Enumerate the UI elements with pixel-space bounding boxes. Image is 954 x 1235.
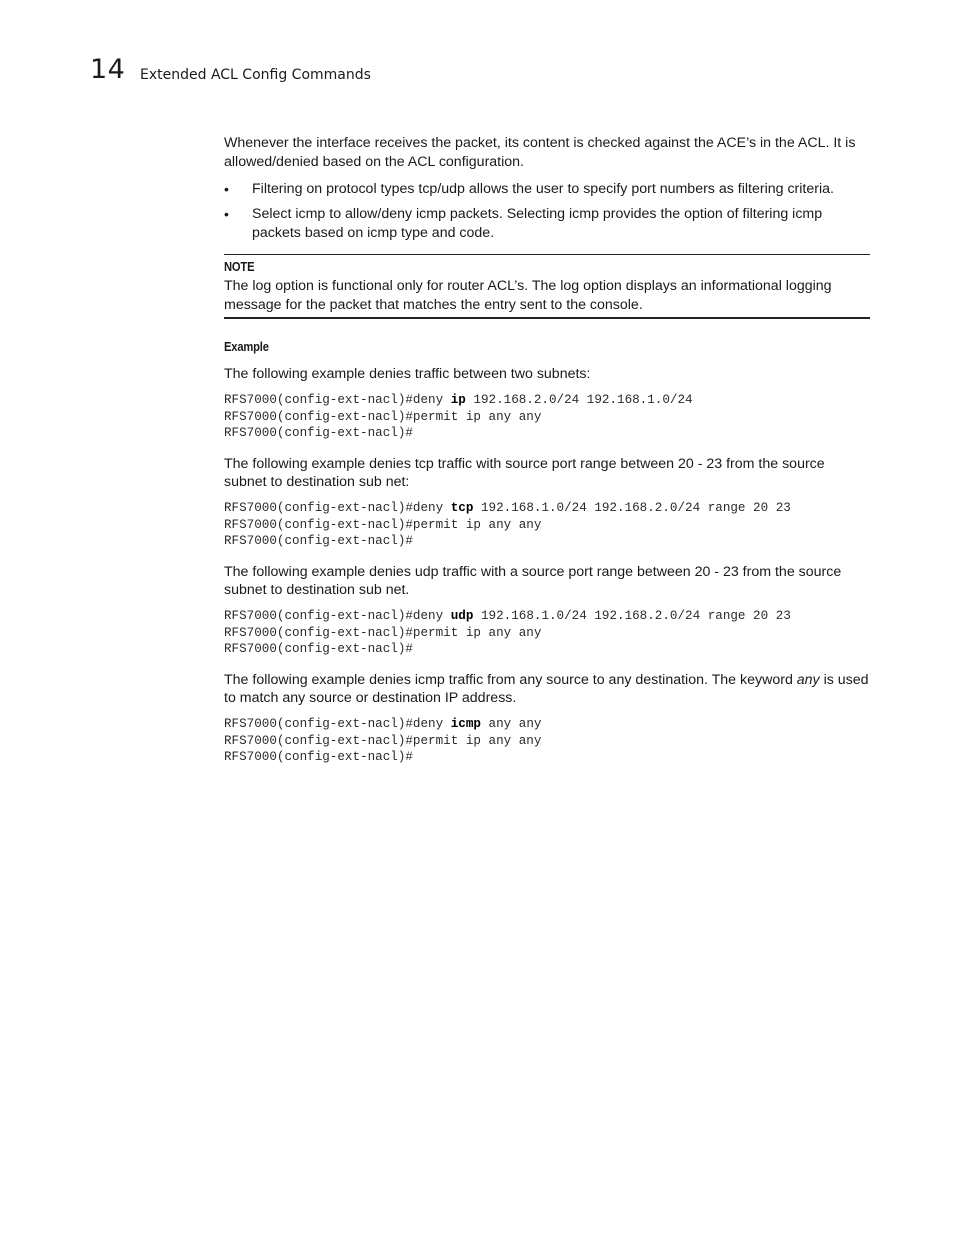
code-keyword: ip bbox=[450, 393, 466, 407]
example-description: The following example denies udp traffic with a source port range between 20 - 23 from the source subnet to destination sub net. bbox=[224, 563, 842, 599]
code-block bbox=[224, 500, 870, 550]
code-text: RFS7000(config-ext-nacl)#deny bbox=[224, 717, 451, 732]
code-line bbox=[224, 626, 541, 640]
description-keyword: any bbox=[796, 671, 820, 688]
page-content bbox=[224, 134, 870, 766]
code-text: RFS7000(config-ext-nacl)# bbox=[224, 426, 413, 440]
list-item-text: Select icmp to allow/deny icmp packets. Selecting icmp provides the option of filtering icmp packets based on icmp type and code. bbox=[252, 206, 823, 241]
code-text: RFS7000(config-ext-nacl)#permit ip any any bbox=[224, 625, 542, 640]
chapter-number: 14 bbox=[90, 54, 126, 85]
code-block bbox=[224, 608, 870, 658]
code-text: RFS7000(config-ext-nacl)# bbox=[224, 750, 413, 765]
code-text: RFS7000(config-ext-nacl)# bbox=[224, 534, 413, 549]
code-block bbox=[224, 716, 870, 766]
description-text: is used to match any source or destination IP address. bbox=[224, 671, 869, 707]
bullet-list bbox=[224, 180, 870, 243]
note-text: The log option is functional only for router ACL’s. The log option displays an informational logging message for the packet that matches the entry sent to the console. bbox=[224, 278, 832, 313]
code-text: RFS7000(config-ext-nacl)#deny bbox=[224, 393, 451, 407]
code-text: 192.168.1.0/24 192.168.2.0/24 range 20 23 bbox=[473, 609, 791, 624]
code-text: RFS7000(config-ext-nacl)#deny bbox=[224, 501, 451, 516]
code-line bbox=[224, 518, 541, 532]
code-keyword: icmp bbox=[450, 717, 481, 732]
list-item bbox=[224, 205, 870, 243]
code-line bbox=[224, 750, 413, 764]
code-text: RFS7000(config-ext-nacl)#permit ip any any bbox=[224, 409, 542, 424]
code-text: 192.168.2.0/24 192.168.1.0/24 bbox=[465, 393, 693, 407]
list-item bbox=[224, 180, 870, 199]
description-text: The following example denies icmp traffic from any source to any destination. The keyword bbox=[224, 671, 797, 688]
example-description bbox=[224, 671, 870, 709]
code-line bbox=[224, 410, 541, 424]
code-line bbox=[224, 501, 791, 515]
intro-paragraph: Whenever the interface receives the packet, its content is checked against the ACE’s in the ACL. It is allowed/denied based on the ACL configuration. bbox=[224, 135, 856, 170]
code-text: any any bbox=[480, 717, 542, 732]
code-text: 192.168.1.0/24 192.168.2.0/24 range 20 23 bbox=[473, 501, 791, 516]
code-line bbox=[224, 393, 693, 407]
code-line bbox=[224, 534, 413, 548]
code-keyword: tcp bbox=[450, 501, 474, 516]
code-line bbox=[224, 426, 413, 440]
code-keyword: udp bbox=[450, 609, 474, 624]
code-text: RFS7000(config-ext-nacl)# bbox=[224, 642, 413, 657]
note-box bbox=[224, 254, 870, 319]
chapter-title: Extended ACL Config Commands bbox=[140, 67, 371, 83]
code-text: RFS7000(config-ext-nacl)#permit ip any any bbox=[224, 517, 542, 532]
bullet-icon: • bbox=[224, 181, 229, 197]
code-line bbox=[224, 642, 413, 656]
example-description: The following example denies tcp traffic with source port range between 20 - 23 from the source subnet to destination sub net: bbox=[224, 455, 825, 491]
list-item-text: Filtering on protocol types tcp/udp allows the user to specify port numbers as filtering criteria. bbox=[252, 181, 834, 197]
code-block bbox=[224, 392, 870, 442]
code-line bbox=[224, 734, 541, 748]
example-intro: The following example denies traffic between two subnets: bbox=[224, 366, 591, 382]
note-title: NOTE bbox=[224, 259, 255, 274]
code-line bbox=[224, 609, 791, 623]
code-line bbox=[224, 717, 541, 731]
code-text: RFS7000(config-ext-nacl)#permit ip any any bbox=[224, 733, 542, 748]
example-heading: Example bbox=[224, 339, 269, 354]
bullet-icon: • bbox=[224, 206, 229, 222]
code-text: RFS7000(config-ext-nacl)#deny bbox=[224, 609, 451, 624]
